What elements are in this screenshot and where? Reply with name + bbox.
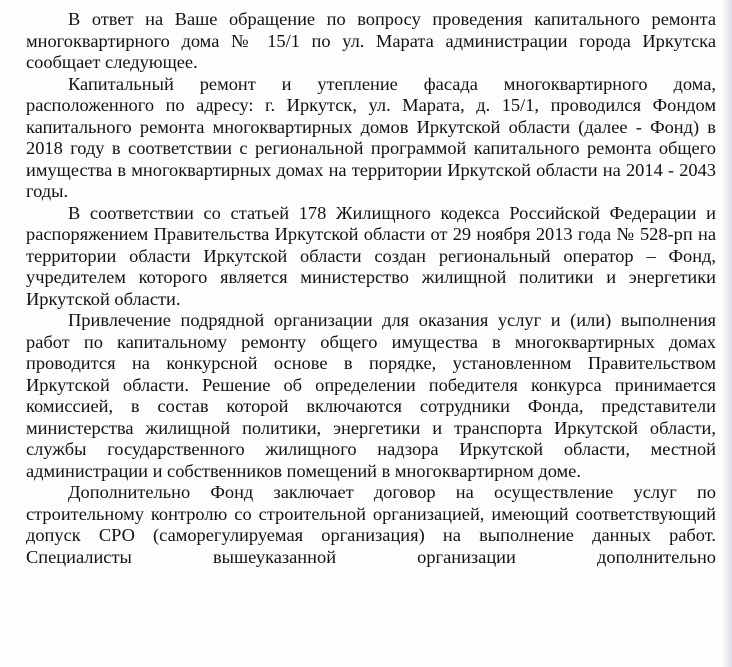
- paragraph-facade-repair: Капитальный ремонт и утепление фасада многоквартирного дома, расположенного по адресу: г. Иркутск, ул. Марата, д. 15/1, проводился Фондом капитального ремонта многоквартирных домов Иркутской области (далее - Фонд) в 2018 году в соответствии с региональной программой капитального ремонта общего имущества в многоквартирных домах на территории Иркутской области на 2014 - 2043 годы.: [26, 73, 716, 201]
- paragraph-contractor-selection: Привлечение подрядной организации для оказания услуг и (или) выполнения работ по капитальному ремонту общего имущества в многоквартирных домах проводится на конкурсной основе в порядке, установленном Правительством Иркутской области. Решение об определении победителя конкурса принимается комиссией, в состав которой включаются сотрудники Фонда, представители министерства жилищной политики, энергетики и транспорта Иркутской области, службы государственного жилищного надзора Иркутской области, местной администрации и собственников помещений в многоквартирном доме.: [26, 310, 716, 481]
- paragraph-regional-operator: В соответствии со статьей 178 Жилищного кодекса Российской Федерации и распоряжением Правительства Иркутской области от 29 ноября 2013 года № 528-рп на территории области Иркутской области создан региональный оператор – Фонд, учредителем которого является министерство жилищной политики и энергетики Иркутской области.: [26, 202, 716, 309]
- document-body: [26, 9, 716, 568]
- paragraph-intro: В ответ на Ваше обращение по вопросу проведения капитального ремонта многоквартирного дома № 15/1 по ул. Марата администрации города Иркутска сообщает следующее.: [26, 9, 716, 72]
- scan-edge-shadow: [722, 0, 732, 667]
- paragraph-construction-control: Дополнительно Фонд заключает договор на осуществление услуг по строительному контролю со строительной организацией, имеющий соответствующий допуск СРО (саморегулируемая организация) на выполнение данных работ. Специалисты вышеуказанной организации дополнительно: [26, 482, 716, 567]
